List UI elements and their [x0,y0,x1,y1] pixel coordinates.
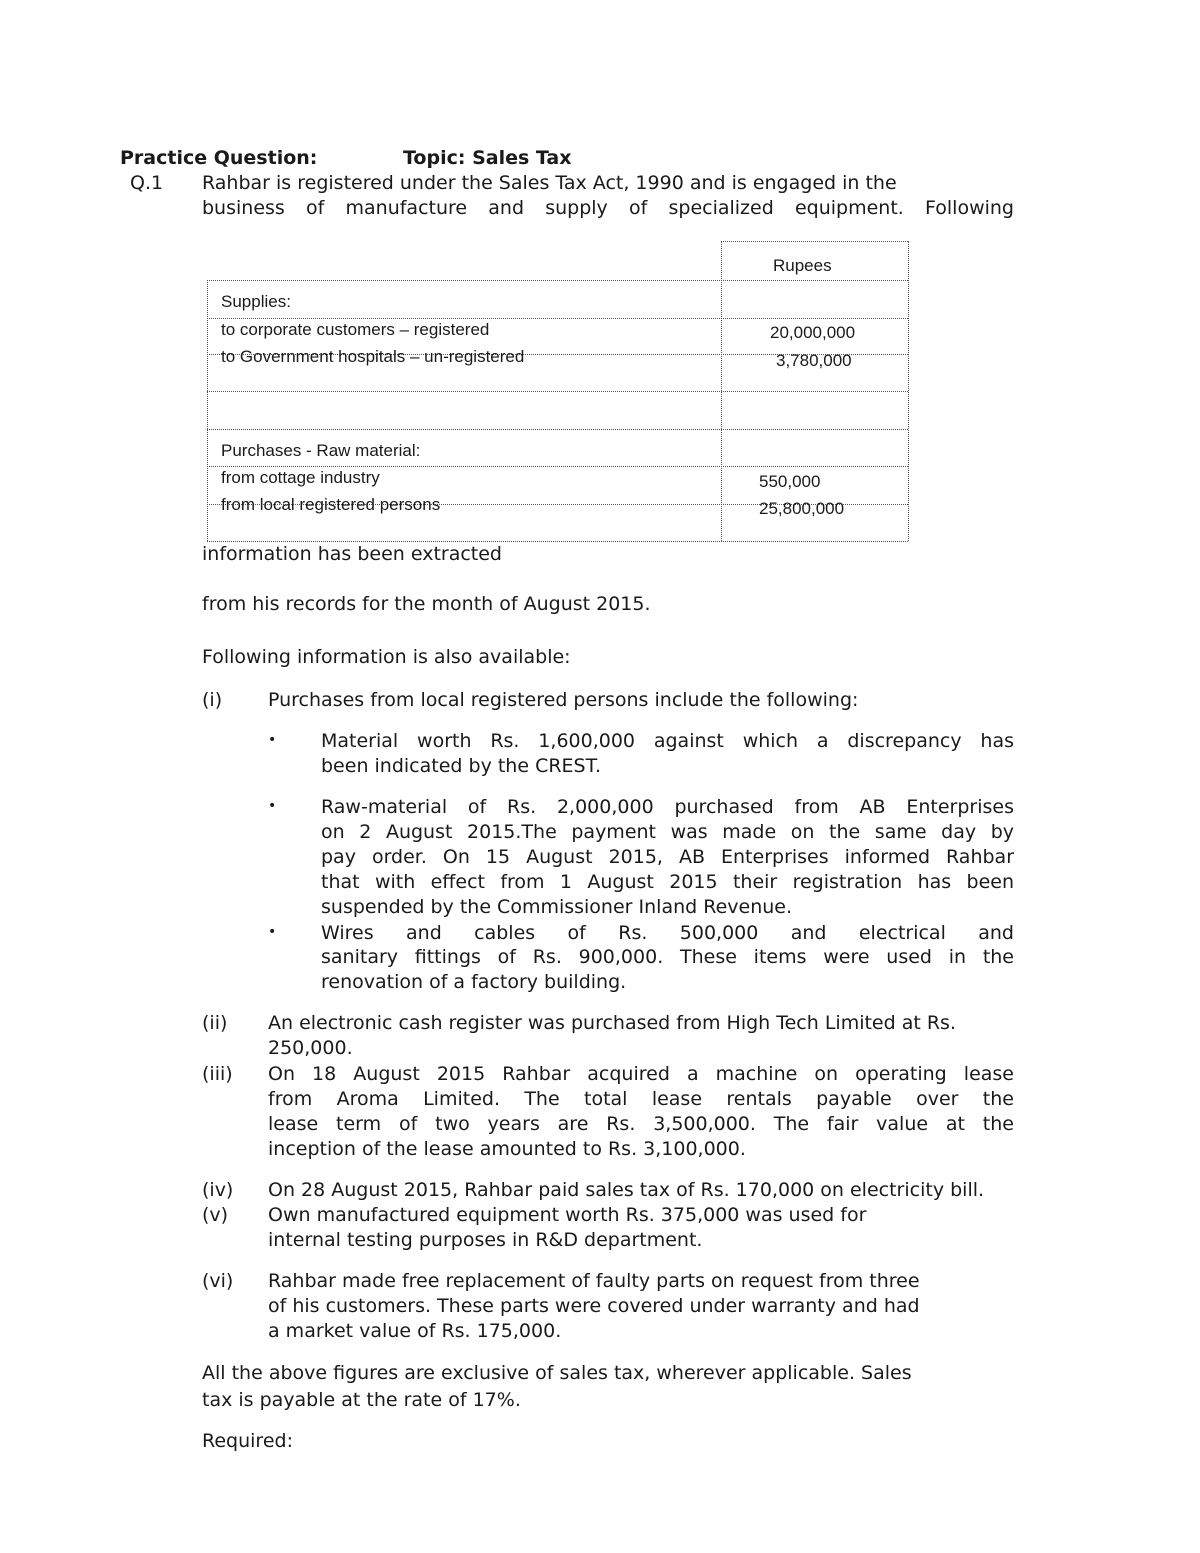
table-border [207,318,908,319]
bullet-line: Raw-material of Rs. 2,000,000 purchased from AB Enterprises [321,796,1014,818]
bullet-marker: • [268,798,277,814]
closing-line-1: All the above figures are exclusive of sales tax, wherever applicable. Sales [202,1362,912,1384]
column-header-rupees: Rupees [773,256,832,275]
bullet-line: Material worth Rs. 1,600,000 against which a discrepancy has [321,730,1014,752]
item-line: lease term of two years are Rs. 3,500,000. The fair value at the [268,1113,1014,1135]
table-border [908,241,909,541]
closing-line-2: tax is payable at the rate of 17%. [202,1389,521,1411]
supply-row-label: to Government hospitals – un-registered [221,347,525,366]
supply-row-value: 3,780,000 [776,351,852,370]
bullet-line: pay order. On 15 August 2015, AB Enterprises informed Rahbar [321,846,1014,868]
table-border [721,280,722,541]
supply-row-label: to corporate customers – registered [221,320,490,339]
bullet-line: that with effect from 1 August 2015 their registration has been [321,871,1014,893]
item-number: (v) [202,1204,229,1226]
purchase-row-label: from local registered persons [221,495,441,514]
practice-question-label: Practice Question: [120,147,318,169]
required-label: Required: [202,1430,293,1452]
bullet-line: on 2 August 2015.The payment was made on the same day by [321,821,1014,843]
supply-row-value: 20,000,000 [770,323,856,342]
item-line: of his customers. These parts were covered under warranty and had [268,1295,920,1317]
table-border [207,429,908,430]
intro-line-4: from his records for the month of August 2015. [202,593,651,615]
purchase-row-value: 25,800,000 [759,499,845,518]
table-border [207,280,208,541]
item-line: a market value of Rs. 175,000. [268,1320,562,1342]
purchases-label: Purchases - Raw material: [221,441,421,460]
item-line: from Aroma Limited. The total lease rentals payable over the [268,1088,1014,1110]
item-number: (i) [202,689,223,711]
bullet-line: suspended by the Commissioner Inland Revenue. [321,896,793,918]
bullet-line: been indicated by the CREST. [321,755,601,777]
item-text: Purchases from local registered persons include the following: [268,689,859,711]
item-line: internal testing purposes in R&D department. [268,1229,703,1251]
intro-line-1: Rahbar is registered under the Sales Tax Act, 1990 and is engaged in the [202,172,897,194]
table-border [207,391,908,392]
purchase-row-value: 550,000 [759,472,821,491]
item-line: Own manufactured equipment worth Rs. 375,000 was used for [268,1204,867,1226]
supplies-label: Supplies: [221,292,291,311]
table-border [207,466,908,467]
table-border [721,241,908,242]
item-line: On 18 August 2015 Rahbar acquired a machine on operating lease [268,1063,1014,1085]
bullet-line: sanitary fittings of Rs. 900,000. These items were used in the [321,946,1014,968]
table-border [207,280,908,281]
item-number: (vi) [202,1270,234,1292]
bullet-line: Wires and cables of Rs. 500,000 and electrical and [321,922,1014,944]
bullet-marker: • [268,924,277,940]
purchase-row-label: from cottage industry [221,468,380,487]
item-line: Rahbar made free replacement of faulty parts on request from three [268,1270,920,1292]
table-border [721,241,722,281]
item-number: (ii) [202,1012,228,1034]
intro-line-3: information has been extracted [202,543,502,565]
item-line: 250,000. [268,1037,353,1059]
item-line: inception of the lease amounted to Rs. 3,100,000. [268,1138,746,1160]
topic-label: Topic: Sales Tax [403,147,572,169]
intro-line-2: business of manufacture and supply of specialized equipment. Following [202,197,1014,219]
item-line: An electronic cash register was purchased from High Tech Limited at Rs. [268,1012,956,1034]
item-text: On 28 August 2015, Rahbar paid sales tax of Rs. 170,000 on electricity bill. [268,1179,985,1201]
item-number: (iv) [202,1179,234,1201]
question-number: Q.1 [130,172,164,194]
bullet-marker: • [268,732,277,748]
bullet-line: renovation of a factory building. [321,971,627,993]
info-intro: Following information is also available: [202,646,571,668]
item-number: (iii) [202,1063,233,1085]
